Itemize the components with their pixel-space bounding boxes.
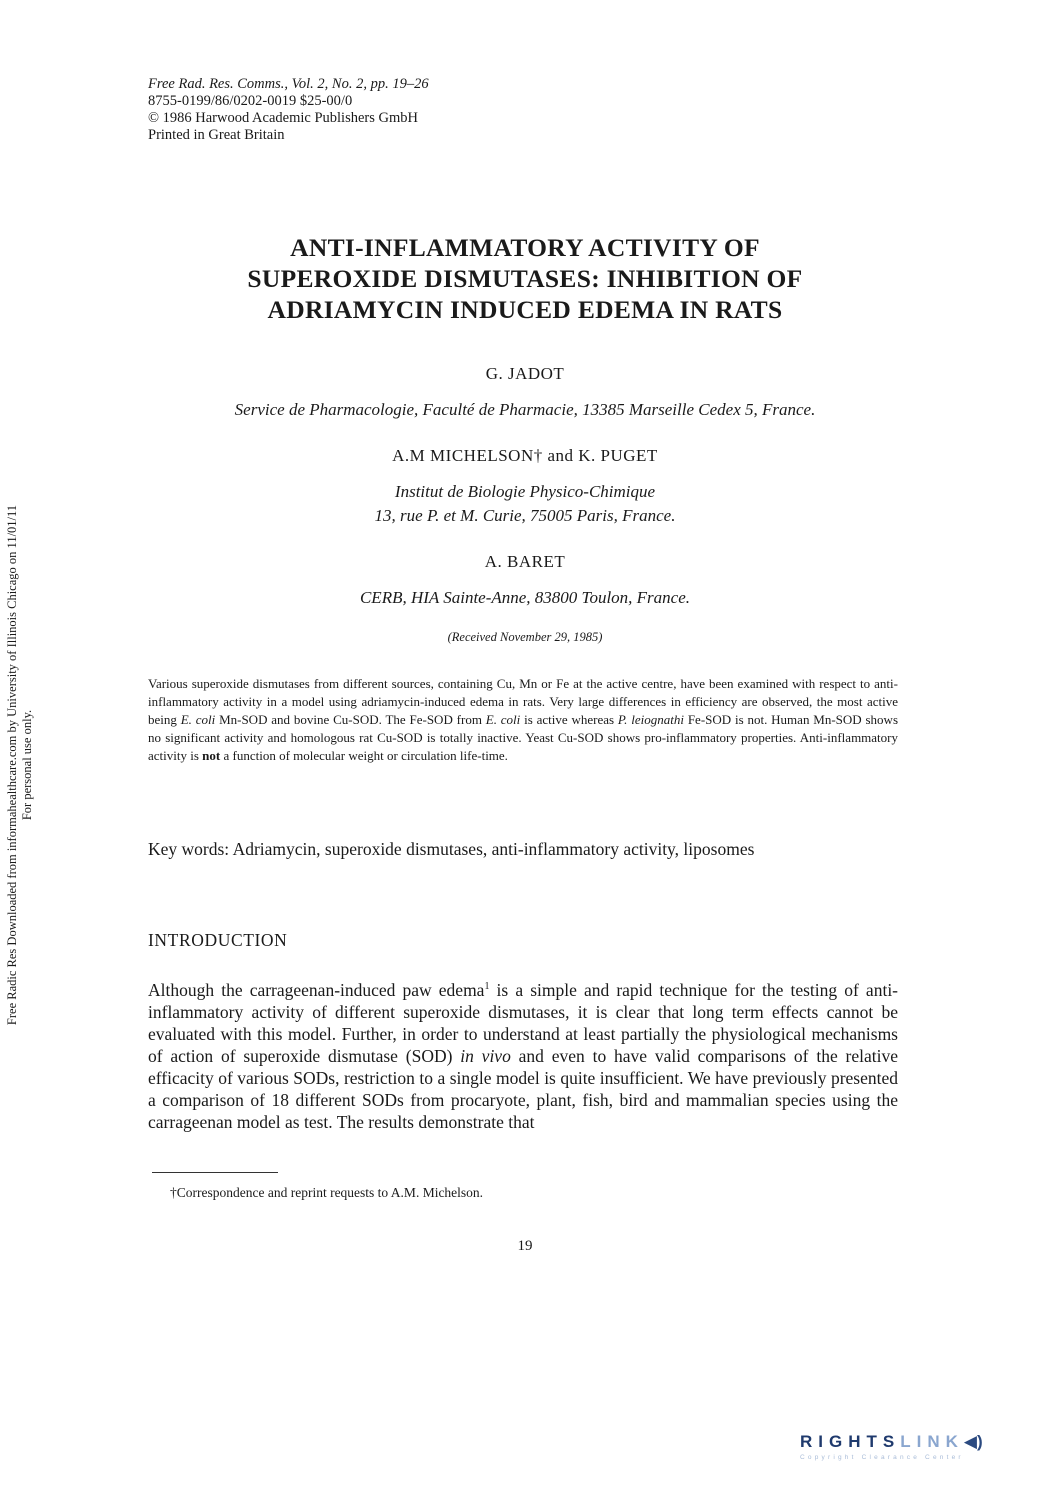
affiliation-3: CERB, HIA Sainte-Anne, 83800 Toulon, France. — [359, 588, 691, 607]
issn-line: 8755-0199/86/0202-0019 $25-00/0 — [148, 93, 353, 109]
title-line-3: ADRIAMYCIN INDUCED EDEMA IN RATS — [267, 295, 783, 324]
journal-citation: Free Rad. Res. Comms., Vol. 2, No. 2, pp. 19–26 — [148, 76, 429, 92]
abstract-text: Various superoxide dismutases from different sources, containing Cu, Mn or Fe at the active centre, have been examined with respect to anti-inflammatory activity in a model using adriamycin-induced edema in rats. Very large differences in efficiency are observed, the most active being E. coli Mn-SOD and bovine Cu-SOD. The Fe-SOD from E. coli is active whereas P. leiognathi Fe-SOD is not. Human Mn-SOD shows no significant activity and homologous rat Cu-SOD is totally inactive. Yeast Cu-SOD shows pro-inflammatory properties. Anti-inflammatory activity is not a function of molecular weight or circulation life-time. — [148, 676, 899, 764]
page-number: 19 — [517, 1238, 533, 1254]
paper-title — [120, 232, 930, 325]
affiliation-1: Service de Pharmacologie, Faculté de Pharmacie, 13385 Marseille Cedex 5, France. — [234, 400, 816, 419]
logo-mark-icon: ◀) — [963, 1432, 983, 1451]
logo-link-text: LINK — [900, 1432, 964, 1451]
introduction-paragraph: Although the carrageenan-induced paw edema$^1$ is a simple and rapid technique for the testing of anti-inflammatory activity of different superoxide dismutases, it is clear that long term effects cannot be evaluated with this model. Further, in order to understand at least partially the physiological mechanisms of action of superoxide dismutase (SOD) in vivo and even to have valid comparisons of the relative efficacity of various SODs, restriction to a single model is quite insufficient. We have previously presented a comparison of 18 different SODs from procaryote, plant, fish, bird and mammalian species using the carrageenan model as test. The results demonstrate that — [148, 979, 899, 1132]
affiliation-2-line-2: 13, rue P. et M. Curie, 75005 Paris, France. — [374, 506, 676, 525]
rightslink-logo — [800, 1432, 1025, 1461]
title-line-1: ANTI-INFLAMMATORY ACTIVITY OF — [290, 233, 760, 262]
copyright-line: © 1986 Harwood Academic Publishers GmbH — [148, 110, 418, 126]
author-1: G. JADOT — [485, 364, 565, 383]
keywords: Key words: Adriamycin, superoxide dismutases, anti-inflammatory activity, liposomes — [148, 839, 755, 859]
footnote: †Correspondence and reprint requests to A.M. Michelson. — [170, 1185, 484, 1200]
author-3: A. BARET — [484, 552, 566, 571]
logo-rights-text: RIGHTS — [800, 1432, 901, 1451]
margin-note-line-1: Free Radic Res Downloaded from informahealthcare.com by University of Illinois Chicago on 11/01/11 — [5, 504, 19, 1026]
printed-line: Printed in Great Britain — [148, 127, 285, 143]
abstract — [148, 675, 898, 765]
section-heading-introduction: INTRODUCTION — [148, 930, 288, 950]
affiliation-2-line-1: Institut de Biologie Physico-Chimique — [394, 482, 656, 501]
footnote-divider — [152, 1172, 278, 1173]
title-line-2: SUPEROXIDE DISMUTASES: INHIBITION OF — [247, 264, 803, 293]
margin-note-line-2: For personal use only. — [20, 709, 34, 821]
journal-header — [148, 76, 429, 144]
received-date: (Received November 29, 1985) — [447, 630, 603, 644]
download-margin-note — [5, 365, 35, 1165]
logo-tagline: Copyright Clearance Center — [800, 1454, 964, 1461]
author-2: A.M MICHELSON† and K. PUGET — [392, 446, 658, 465]
